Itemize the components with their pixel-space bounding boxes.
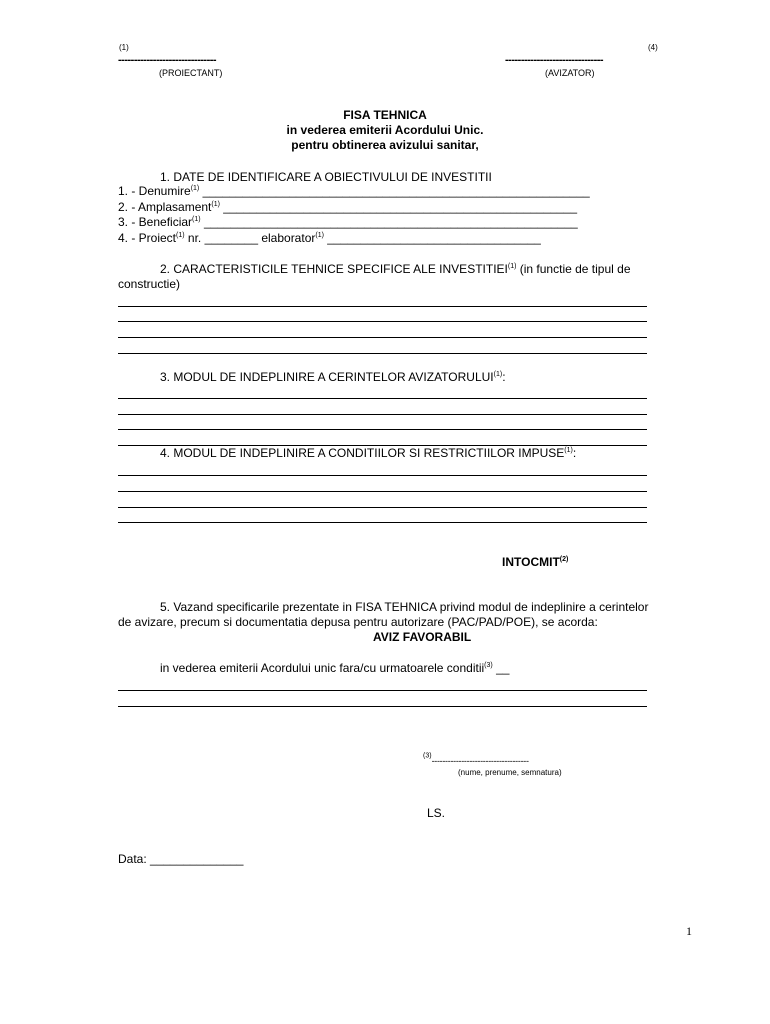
document-title — [200, 108, 570, 153]
beneficiar-label: 3. - Beneficiar — [118, 215, 193, 229]
intocmit-sup: (2) — [559, 556, 569, 563]
section4-rule-2[interactable] — [118, 491, 647, 492]
section2-heading — [160, 262, 631, 276]
intocmit-text: INTOCMIT — [502, 555, 560, 569]
signature-line[interactable] — [423, 751, 529, 769]
section3-rule-1[interactable] — [118, 398, 647, 399]
section3-title: 3. MODUL DE INDEPLINIRE A CERINTELOR AVIZATORULUI — [160, 370, 494, 384]
avizator-note: (4) — [648, 43, 658, 52]
title-line-3: pentru obtinerea avizului sanitar, — [291, 138, 479, 152]
signature-dashes: ------------------------------------ — [431, 756, 529, 766]
section4-tail: : — [572, 446, 577, 460]
section3-sup: (1) — [493, 371, 503, 378]
section4-rule-1[interactable] — [118, 475, 647, 476]
amplasament-blank: _____________________________________________________ — [223, 200, 577, 214]
section3-rule-3[interactable] — [118, 429, 647, 430]
section2-rule-3[interactable] — [118, 337, 647, 338]
section4-heading — [160, 446, 576, 460]
page-number: 1 — [686, 924, 692, 938]
conditions-field[interactable] — [160, 661, 509, 675]
ls-stamp: LS. — [427, 806, 446, 820]
section5-line-2: de avizare, precum si documentatia depusa pentru autorizare (PAC/PAD/POE), se acorda: — [118, 615, 598, 629]
denumire-sup: (1) — [190, 185, 200, 192]
beneficiar-field[interactable] — [118, 215, 578, 229]
conditions-blank: __ — [492, 661, 510, 675]
section2-title: 2. CARACTERISTICILE TEHNICE SPECIFICE ALE INVESTITIEI — [160, 262, 508, 276]
section4-sup: (1) — [564, 447, 573, 454]
section3-rule-2[interactable] — [118, 414, 647, 415]
signature-sup: (3) — [423, 752, 432, 760]
signature-caption: (nume, prenume, semnatura) — [458, 768, 562, 777]
section2-continuation: constructie) — [118, 277, 181, 291]
aviz-favorabil: AVIZ FAVORABIL — [373, 630, 472, 644]
denumire-blank: __________________________________________________________ — [202, 184, 590, 198]
intocmit-label — [502, 555, 568, 569]
section2-rule-1[interactable] — [118, 306, 647, 307]
denumire-field[interactable] — [118, 184, 590, 198]
date-field[interactable] — [118, 852, 243, 866]
conditions-sup: (3) — [484, 662, 493, 669]
section4-rule-4[interactable] — [118, 522, 647, 523]
beneficiar-blank: ________________________________________________________ — [203, 215, 578, 229]
amplasament-label: 2. - Amplasament — [118, 200, 212, 214]
section2-tail: (in functie de tipul de — [516, 262, 631, 276]
date-blank: ______________ — [150, 852, 244, 866]
proiectant-caption: (PROIECTANT) — [159, 68, 223, 78]
proiect-sup: (1) — [176, 232, 185, 239]
section2-rule-2[interactable] — [118, 321, 647, 322]
section3-heading — [160, 370, 506, 384]
date-label: Data: — [118, 852, 151, 866]
elaborator-sup: (1) — [315, 232, 324, 239]
avizator-line: ------------------------------- — [505, 54, 604, 66]
proiect-label: 4. - Proiect — [118, 231, 177, 245]
conditions-rule-2[interactable] — [118, 706, 647, 707]
section1-heading: 1. DATE DE IDENTIFICARE A OBIECTIVULUI DE INVESTITII — [160, 170, 492, 184]
conditions-rule-1[interactable] — [118, 690, 647, 691]
proiectant-line: ------------------------------- — [118, 54, 217, 66]
avizator-caption: (AVIZATOR) — [545, 68, 595, 78]
denumire-label: 1. - Denumire — [118, 184, 191, 198]
section2-rule-4[interactable] — [118, 353, 647, 354]
proiectant-note: (1) — [119, 43, 129, 52]
amplasament-field[interactable] — [118, 200, 577, 214]
title-line-2: in vederea emiterii Acordului Unic. — [286, 123, 484, 137]
section3-tail: : — [502, 370, 506, 384]
section5-line-1: 5. Vazand specificarile prezentate in FISA TEHNICA privind modul de indeplinire a cerintelor — [160, 600, 649, 614]
title-line-1: FISA TEHNICA — [343, 108, 427, 122]
beneficiar-sup: (1) — [192, 216, 201, 223]
conditions-text: in vederea emiterii Acordului unic fara/cu urmatoarele conditii — [160, 661, 485, 675]
section4-rule-3[interactable] — [118, 507, 647, 508]
proiect-nr-elaborator: nr. ________ elaborator — [184, 231, 316, 245]
proiect-field[interactable] — [118, 231, 541, 245]
section2-sup: (1) — [507, 263, 517, 270]
elaborator-blank: ________________________________ — [323, 231, 541, 245]
section4-title: 4. MODUL DE INDEPLINIRE A CONDITIILOR SI RESTRICTIILOR IMPUSE — [160, 446, 565, 460]
amplasament-sup: (1) — [211, 201, 220, 208]
